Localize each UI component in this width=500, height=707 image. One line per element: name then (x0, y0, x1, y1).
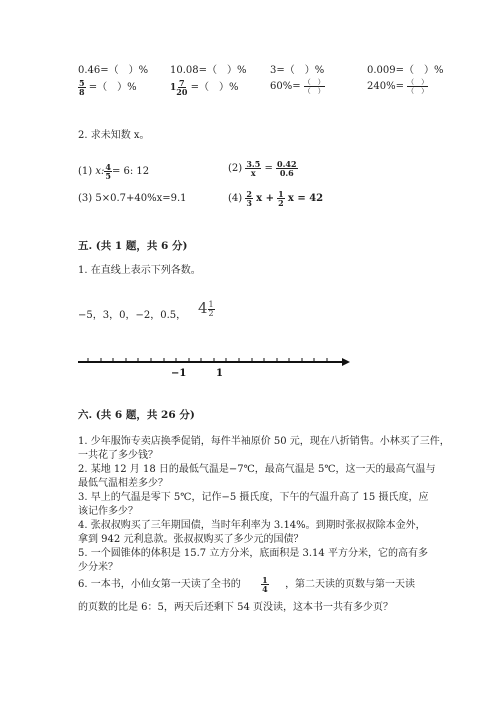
conversion-5-8: $\frac{5}{8}$ =（ ）% (79, 78, 137, 97)
fraction: $\frac{3.5}{x}$ (246, 159, 261, 178)
q6-line-5: 3. 早上的气温是零下 5℃，记作−5 摄氏度，下午的气温升高了 15 摄氏度，应 (78, 492, 429, 503)
section-5-title: 五. (共 1 题，共 6 分) (78, 240, 188, 252)
q6-line-4: 最低气温相差多少？ (78, 478, 168, 489)
q6-line-8: 拿到 942 元利息款。张叔叔购买了多少元的国债？ (78, 534, 304, 545)
conversion-3: 3=（ ）% (270, 65, 325, 76)
equation-1: (1) x: $\frac{4}{5}$ = 6: 12 (78, 162, 150, 181)
fraction: $\frac{0.42}{0.6}$ (277, 159, 297, 178)
section-5-question-1: 1. 在直线上表示下列各数。 (78, 265, 201, 276)
fraction: $\frac{1}{2}$ (278, 189, 284, 208)
fraction: $\frac{7}{20}$ (176, 78, 188, 97)
number-line (70, 352, 360, 382)
mixed-number-4-1-2: 4 $\frac{1}{2}$ (198, 299, 214, 318)
tick-label-1: 1 (216, 368, 223, 379)
fraction-1-4: $\frac{1}{4}$ (262, 575, 268, 594)
fraction-blank: （ ） （ ） (407, 78, 429, 95)
number-line-arrow (342, 358, 350, 366)
q6-line-2: 一共花了多少钱？ (78, 450, 158, 461)
equation-4: (4) $\frac{2}{3}$ x + $\frac{1}{2}$ x = 42 (228, 189, 324, 208)
question-6-line-2: 的页数的比是 6：5，两天后还剩下 54 页没读，这本书一共有多少页？ (78, 602, 393, 613)
conversion-60-percent: 60%= （ ） （ ） (270, 78, 325, 95)
number-list: −5，3，0，−2，0.5， (78, 310, 187, 321)
conversion-0-46: 0.46=（ ）% (78, 65, 149, 76)
tick-label-neg1: −1 (171, 368, 187, 379)
conversion-240-percent: 240%= （ ） （ ） (367, 78, 429, 95)
q6-line-3: 2. 某地 12 月 18 日的最低气温是−7℃，最高气温是 5℃，这一天的最高气温与 (78, 464, 436, 475)
q6-line-10: 少分米？ (78, 562, 118, 573)
conversion-10-08: 10.08=（ ）% (170, 65, 247, 76)
question-2-title: 2. 求未知数 x。 (78, 130, 150, 141)
fraction: $\frac{4}{5}$ (105, 162, 111, 181)
fraction: $\frac{5}{8}$ (79, 78, 85, 97)
conversion-0-009: 0.009=（ ）% (367, 65, 444, 76)
section-6-title: 六. (共 6 题，共 26 分) (78, 409, 195, 421)
q6-line-6: 该记作多少？ (78, 506, 138, 517)
fraction: $\frac{2}{3}$ (246, 189, 252, 208)
q6-line-9: 5. 一个圆锥体的体积是 15.7 立方分米，底面积是 3.14 平方分米，它的高有多 (78, 548, 428, 559)
equation-3: (3) 5×0.7+40%x=9.1 (78, 193, 187, 204)
fraction: $\frac{1}{2}$ (208, 299, 214, 318)
equation-2: (2) $\frac{3.5}{x}$ = $\frac{0.42}{0.6}$ (228, 159, 297, 178)
fraction-blank: （ ） （ ） (303, 78, 325, 95)
question-6-line-1: 6. 一本书，小仙女第一天读了全书的 $\frac{1}{4}$ ，第二天读的页数与第一天读 (78, 575, 416, 594)
q6-line-1: 1. 少年服饰专卖店换季促销，每件半袖原价 50 元，现在八折销售。小林买了三件， (78, 436, 450, 447)
conversion-1-7-20: 1 $\frac{7}{20}$ =（ ）% (170, 78, 239, 97)
q6-line-7: 4. 张叔叔购买了三年期国债，当时年利率为 3.14%。到期时张叔叔除本金外， (78, 520, 426, 531)
